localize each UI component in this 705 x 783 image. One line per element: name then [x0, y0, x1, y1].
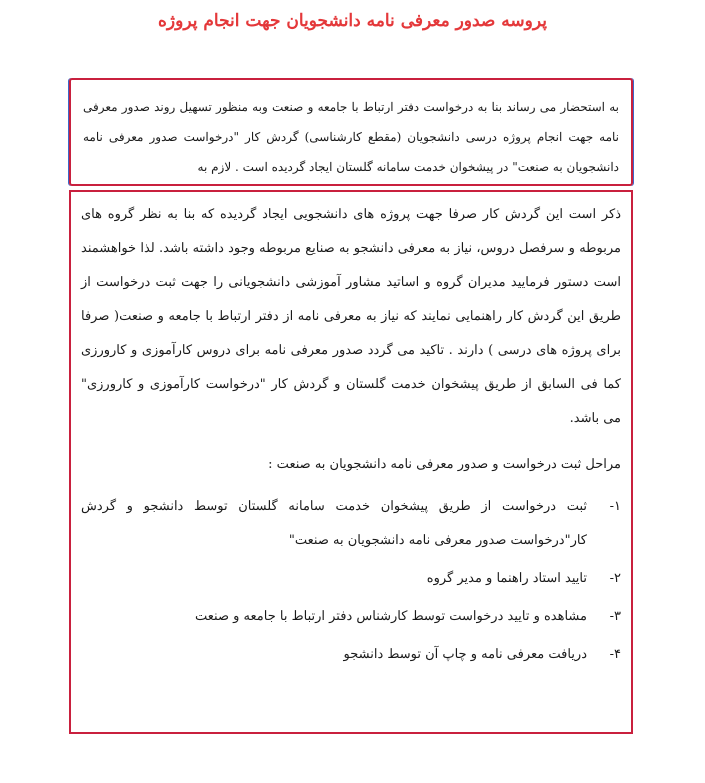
step-item: [81, 562, 621, 596]
step-number: ۴-: [609, 647, 621, 662]
intro-paragraph: به استحضار می رساند بنا به درخواست دفتر ارتباط با جامعه و صنعت وبه منظور تسهیل روند صدور معرفی نامه جهت انجام پروژه درسی دانشجویان (مقطع کارشناسی) گردش کار "درخواست صدور معرفی نامه دانشجویان به صنعت" در پیشخوان خدمت سامانه گلستان ایجاد گردیده است . لازم به: [83, 100, 619, 174]
steps-list: [81, 490, 621, 672]
step-item: [81, 638, 621, 672]
intro-box: [69, 78, 633, 186]
step-text: ثبت درخواست از طریق پیشخوان خدمت سامانه گلستان توسط دانشجو و گردش کار"درخواست صدور معرفی نامه دانشجویان به صنعت": [81, 499, 587, 548]
step-number: ۲-: [609, 571, 621, 586]
step-number: ۱-: [609, 499, 621, 514]
step-text: دریافت معرفی نامه و چاپ آن توسط دانشجو: [343, 647, 587, 662]
page-title: پروسه صدور معرفی نامه دانشجویان جهت انجام پروژه: [158, 11, 547, 31]
body-paragraph: ذکر است این گردش کار صرفا جهت پروژه های دانشجویی ایجاد گردیده که بنا به نظر گروه های مربوطه و سرفصل دروس، نیاز به معرفی دانشجو به صنایع مربوطه وجود داشته باشد. لذا خواهشمند است دستور فرمایید مدیران گروه و اساتید مشاور آموزشی دانشجویانی را جهت ثبت درخواست از طریق این گردش کار راهنمایی نمایند که نیاز به معرفی نامه از دفتر ارتباط با جامعه و صنعت( صرفا برای پروژه های درسی ) دارند . تاکید می گردد صدور معرفی نامه برای دروس کارآموزی و کارورزی کما فی السابق از طریق پیشخوان خدمت گلستان و گردش کار "درخواست کارآموزی و کارورزی" می باشد.: [81, 207, 621, 426]
step-text: تایید استاد راهنما و مدیر گروه: [426, 571, 587, 586]
step-text: مشاهده و تایید درخواست توسط کارشناس دفتر ارتباط با جامعه و صنعت: [195, 609, 587, 624]
steps-heading: مراحل ثبت درخواست و صدور معرفی نامه دانشجویان به صنعت :: [268, 457, 621, 472]
step-item: [81, 600, 621, 634]
step-number: ۳-: [609, 609, 621, 624]
main-box: [69, 190, 633, 734]
step-item: [81, 490, 621, 558]
